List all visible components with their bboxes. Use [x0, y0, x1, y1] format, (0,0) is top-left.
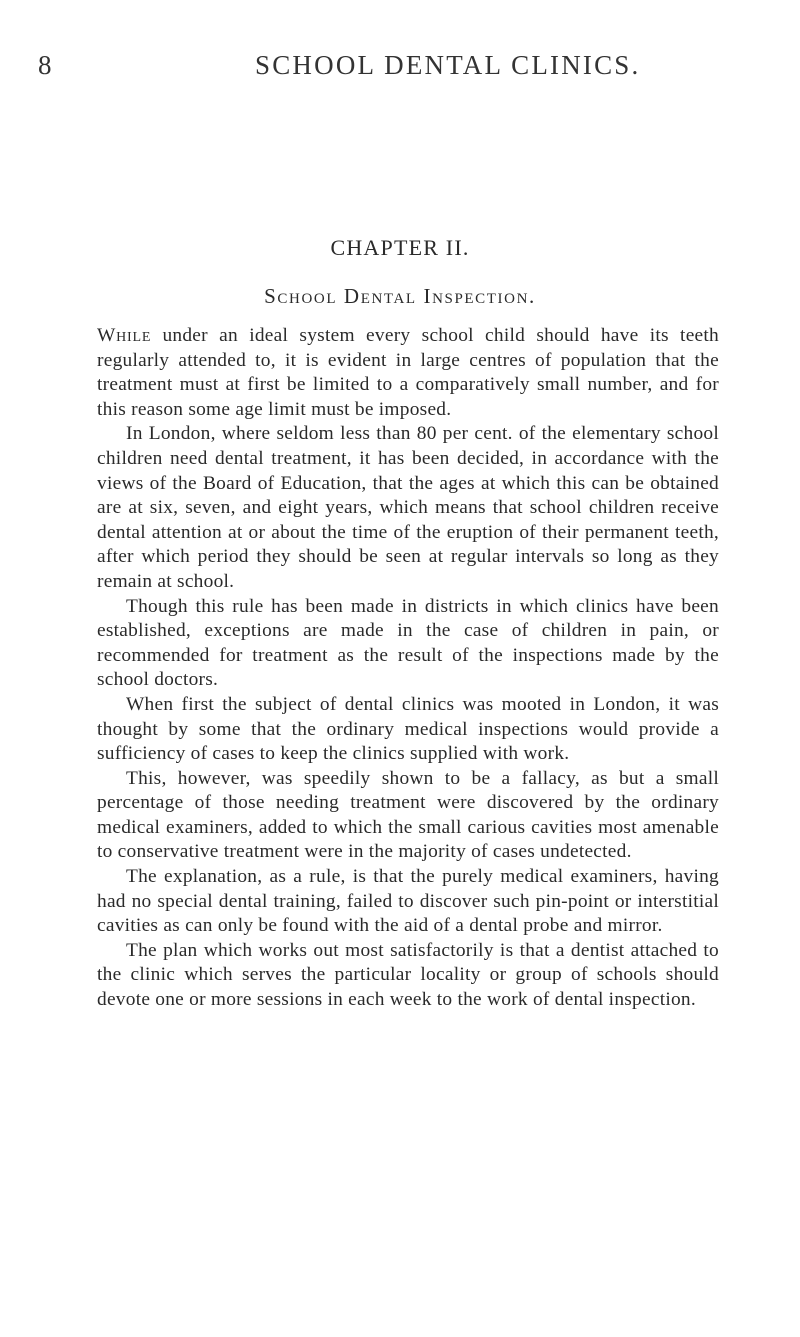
body-text — [97, 324, 719, 1013]
paragraph: This, however, was speedily shown to be a fallacy, as but a small percentage of those needing treatment were discovered by the ordinary medical examiners, added to which the small carious cavities most amenable to conservative treatment were in the majority of cases undetected. — [97, 767, 719, 863]
paragraph: When first the subject of dental clinics was mooted in London, it was thought by some that the ordinary medical inspections would provide a sufficiency of cases to keep the clinics supplied with work. — [97, 693, 719, 765]
paragraph-text: under an ideal system every school child should have its teeth regularly attended to, it is evident in large centres of population that the treatment must at first be limited to a comparatively small number, and for this reason some age limit must be imposed. — [97, 325, 719, 420]
chapter-heading: CHAPTER II. — [330, 235, 470, 260]
paragraph: The explanation, as a rule, is that the purely medical examiners, having had no special dental training, failed to discover such pin-point or interstitial cavities as can only be found with the aid of a dental probe and mirror. — [97, 866, 719, 937]
page-number: 8 — [38, 50, 53, 80]
paragraph: Though this rule has been made in districts in which clinics have been established, exceptions are made in the case of children in pain, or recommended for treatment as the result of the inspections made by the school doctors. — [97, 595, 719, 691]
paragraph: The plan which works out most satisfactorily is that a dentist attached to the clinic which serves the particular locality or group of schools should devote one or more sessions in each week to the work of dental inspection. — [97, 939, 719, 1011]
section-title: School Dental Inspection. — [264, 284, 536, 308]
paragraph: In London, where seldom less than 80 per cent. of the elementary school children need dental treatment, it has been decided, in accordance with the views of the Board of Education, that the ages at which this can be obtained are at six, seven, and eight years, which means that school children receive dental attention at or about the time of the eruption of their permanent teeth, after which period they should be seen at regular intervals so long as they remain at school. — [97, 423, 719, 592]
running-head-title: SCHOOL DENTAL CLINICS. — [255, 50, 641, 80]
paragraph — [97, 324, 719, 422]
running-head — [0, 50, 800, 90]
paragraph-lead-word: While — [97, 325, 152, 346]
